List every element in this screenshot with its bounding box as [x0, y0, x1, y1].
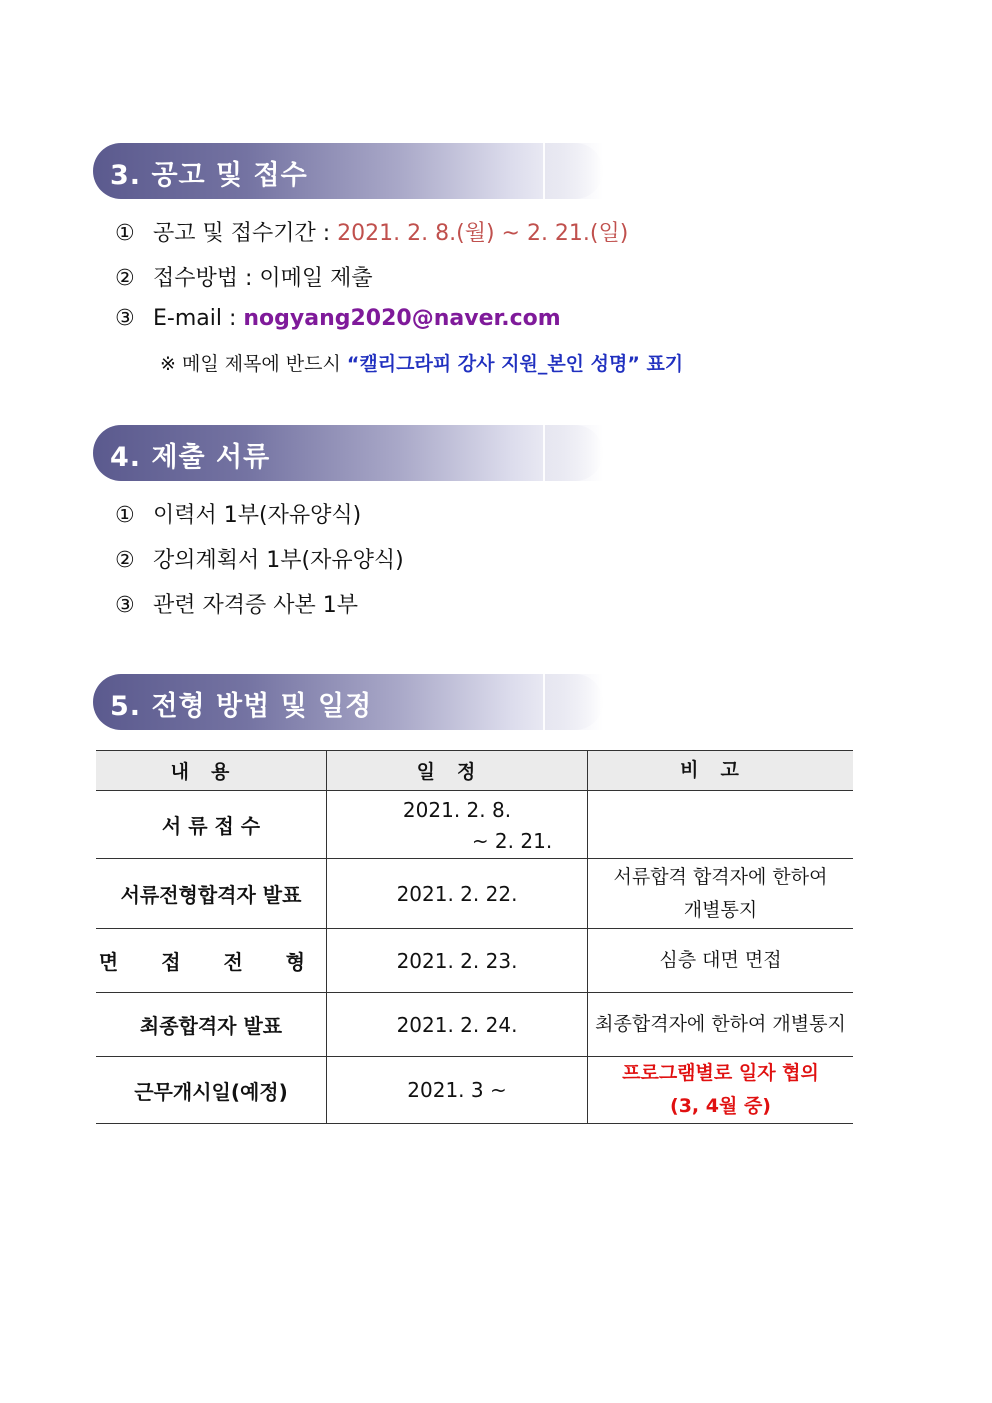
item-label: 강의계획서 1부(자유양식)	[153, 548, 404, 573]
row-date: 2021. 2. 23.	[327, 929, 588, 993]
item-number: ②	[115, 548, 135, 573]
row-item: 최종합격자 발표	[96, 993, 327, 1057]
item-label: E-mail :	[153, 306, 244, 331]
row-item: 서류전형합격자 발표	[96, 859, 327, 929]
note-highlight: “캘리그라피 강사 지원_본인 성명” 표기	[346, 353, 684, 375]
section-4-item-1	[115, 498, 361, 529]
section-3-item-1	[115, 216, 628, 247]
header-remarks: 비고	[588, 751, 854, 791]
schedule-table	[96, 750, 853, 1124]
note-line-2: 개별통지	[683, 898, 758, 921]
period-value: 2021. 2. 8.(월) ~ 2. 21.(일)	[337, 221, 629, 246]
table-row	[96, 791, 853, 859]
row-date	[327, 791, 588, 859]
section-5-title: 5. 전형 방법 및 일정	[110, 691, 373, 722]
note-line-2: (3, 4월 중)	[670, 1095, 771, 1117]
item-label: 이력서 1부(자유양식)	[153, 503, 362, 528]
row-note: 최종합격자에 한하여 개별통지	[588, 993, 854, 1057]
row-item: 근무개시일(예정)	[96, 1057, 327, 1124]
email-link[interactable]: nogyang2020@naver.com	[243, 306, 561, 331]
section-4-header	[93, 425, 603, 481]
header-content: 내용	[96, 751, 327, 791]
section-3-header	[93, 143, 603, 199]
item-number: ③	[115, 306, 135, 331]
note-line-1: 서류합격 합격자에 한하여	[613, 865, 828, 888]
table-header-row	[96, 751, 853, 791]
item-number: ①	[115, 221, 135, 246]
item-label: 공고 및 접수기간 :	[153, 221, 338, 246]
section-5-header	[93, 674, 603, 730]
table-row	[96, 1057, 853, 1124]
note-prefix: ※ 메일 제목에 반드시	[160, 353, 347, 375]
item-label: 관련 자격증 사본 1부	[153, 593, 358, 618]
date-line-2: ~ 2. 21.	[471, 828, 553, 853]
row-note	[588, 1057, 854, 1124]
section-4-title: 4. 제출 서류	[110, 442, 271, 473]
item-number: ③	[115, 593, 135, 618]
section-3-item-3	[115, 306, 561, 331]
table-row	[96, 859, 853, 929]
table-row	[96, 929, 853, 993]
row-date: 2021. 2. 22.	[327, 859, 588, 929]
header-schedule: 일정	[327, 751, 588, 791]
table-row	[96, 993, 853, 1057]
item-number: ①	[115, 503, 135, 528]
row-date: 2021. 3 ~	[327, 1057, 588, 1124]
header-cap	[543, 143, 603, 199]
subject-note	[160, 349, 683, 376]
date-line-1: 2021. 2. 8.	[402, 797, 512, 822]
section-3-item-2	[115, 261, 373, 292]
section-4-item-3	[115, 588, 358, 619]
row-note	[588, 791, 854, 859]
header-cap	[543, 425, 603, 481]
row-note	[588, 859, 854, 929]
note-line-1: 프로그램별로 일자 협의	[622, 1062, 819, 1084]
row-item: 서 류 접 수	[96, 791, 327, 859]
header-cap	[543, 674, 603, 730]
item-number: ②	[115, 266, 135, 291]
section-3-title: 3. 공고 및 접수	[110, 160, 308, 191]
row-item: 면 접 전 형	[96, 929, 327, 993]
section-4-item-2	[115, 543, 404, 574]
item-label: 접수방법 : 이메일 제출	[153, 266, 373, 291]
row-date: 2021. 2. 24.	[327, 993, 588, 1057]
row-note: 심층 대면 면접	[588, 929, 854, 993]
